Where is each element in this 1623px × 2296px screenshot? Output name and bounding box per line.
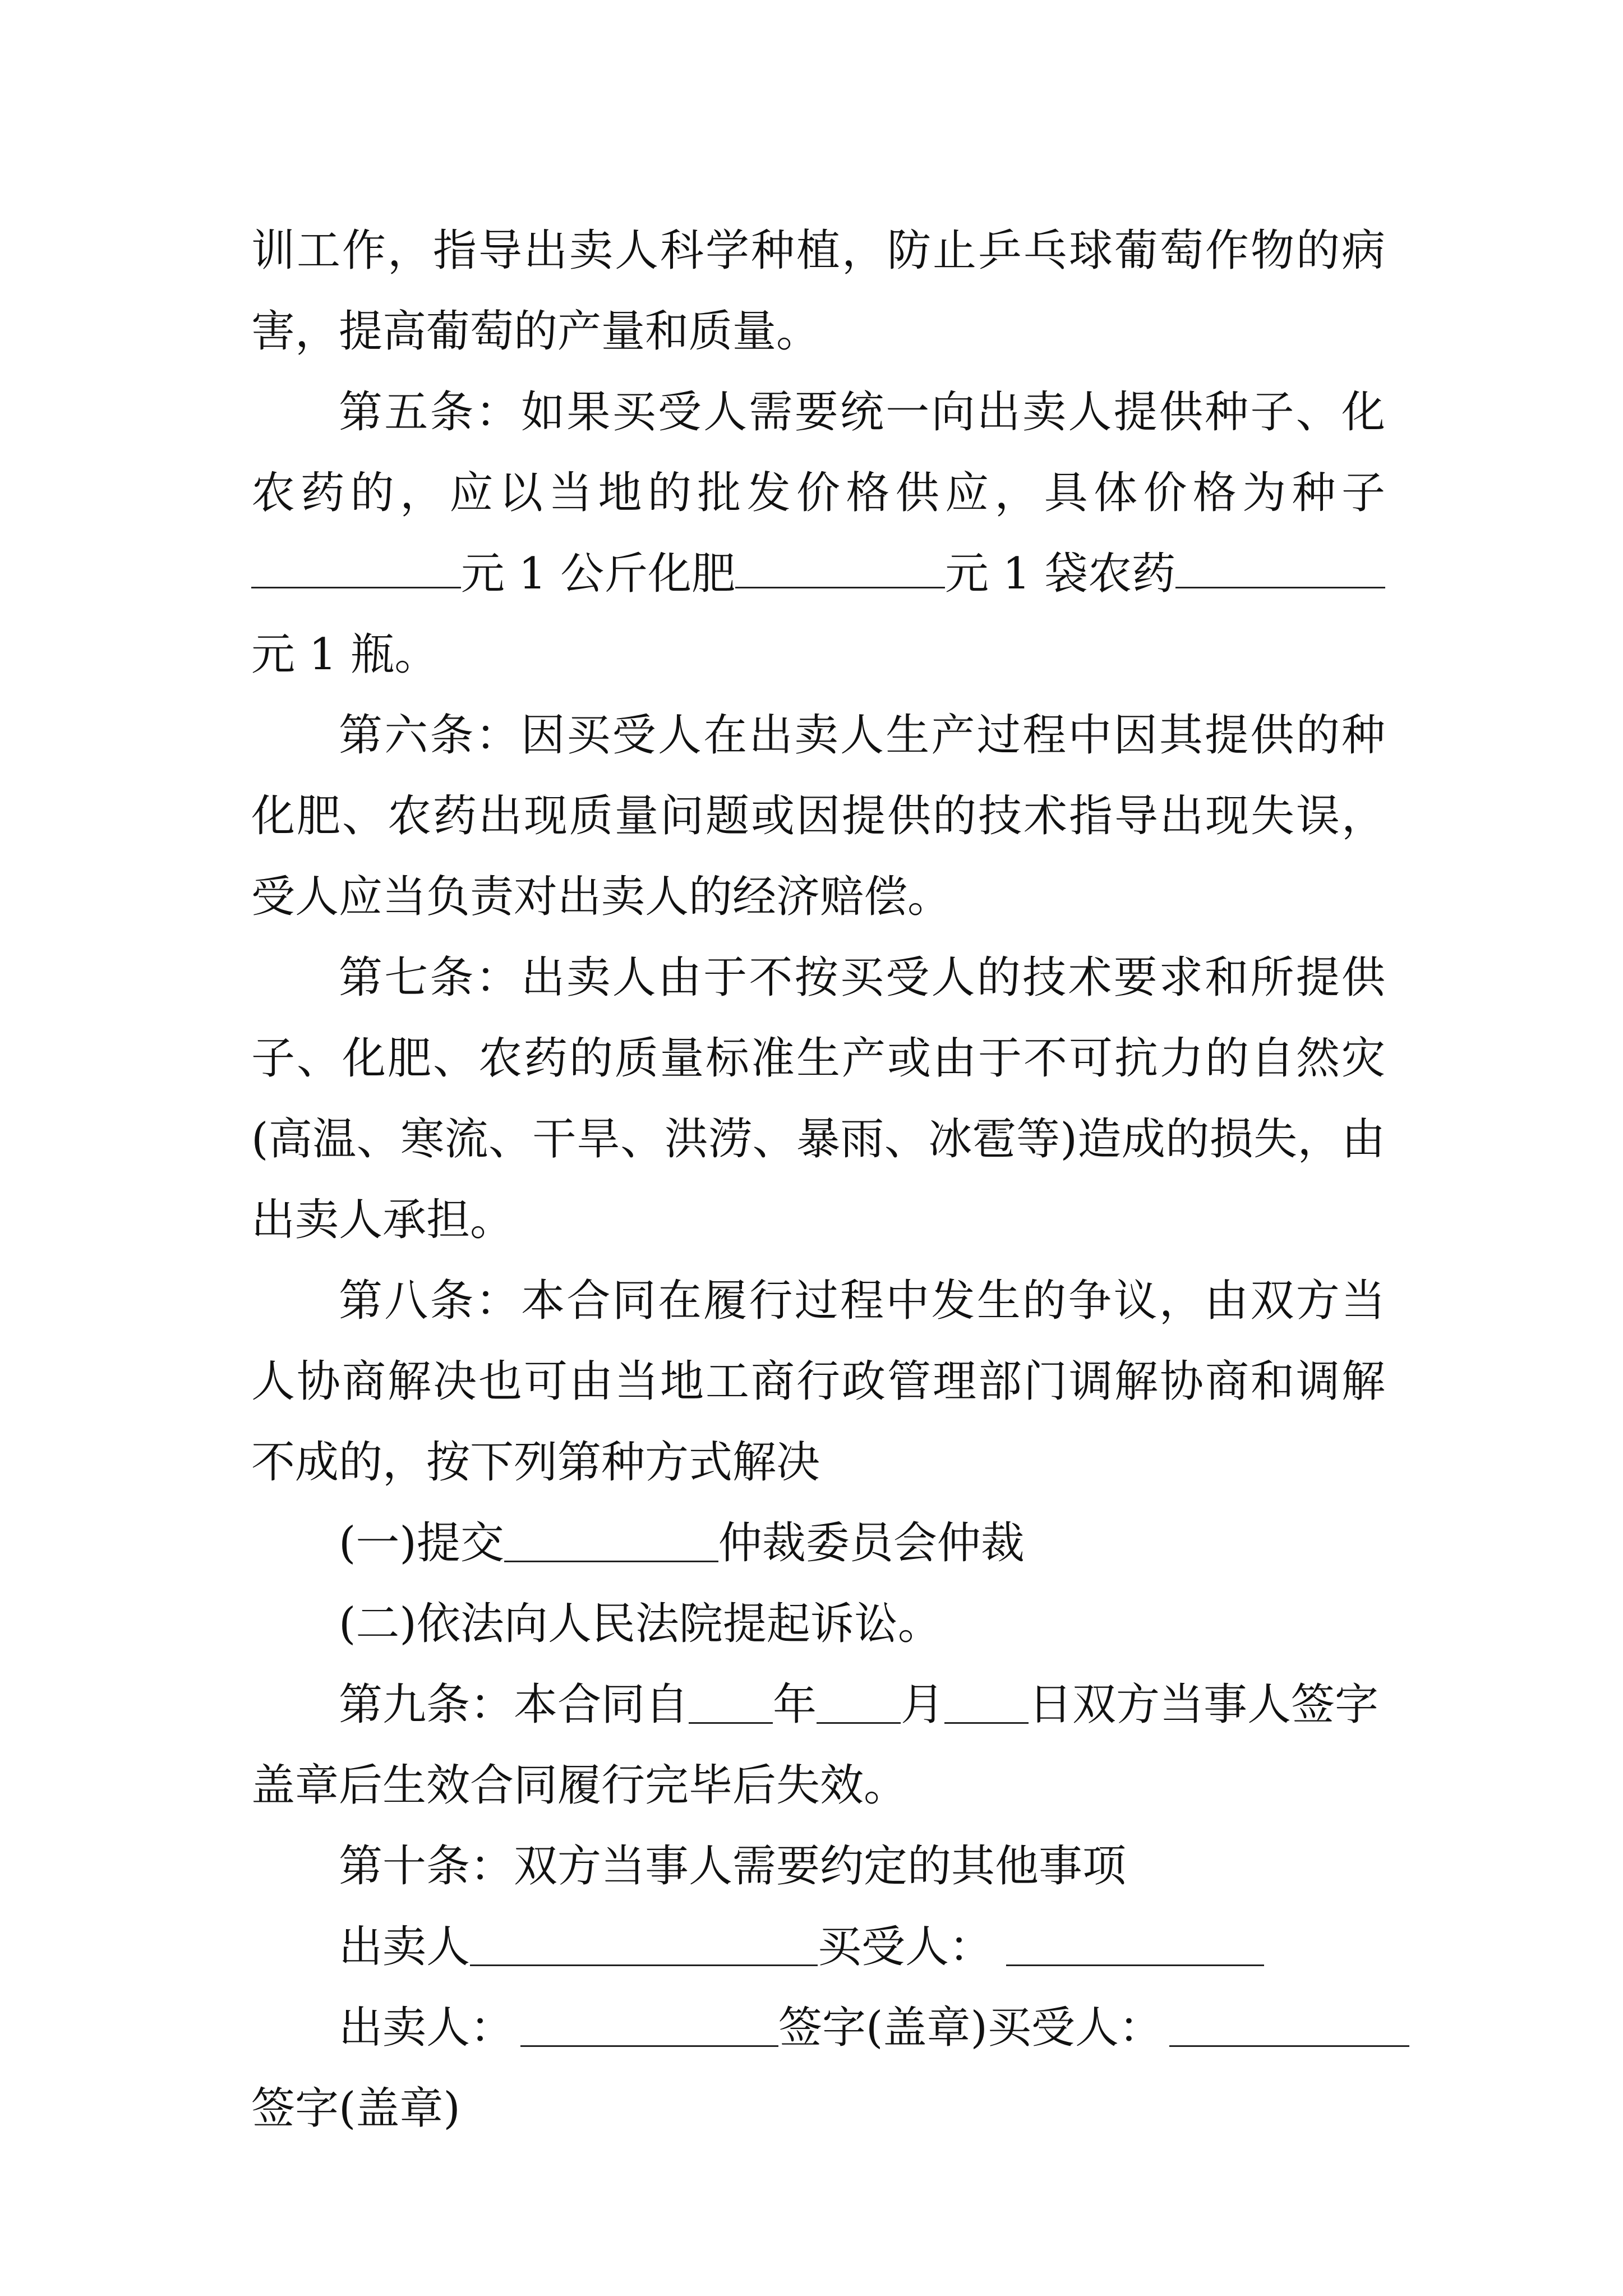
fertilizer-price-blank[interactable] bbox=[735, 547, 945, 588]
option-1-text: 仲裁委员会仲裁 bbox=[718, 1518, 1025, 1568]
option-1-label: (一)提交 bbox=[339, 1518, 504, 1568]
buyer-signature-blank[interactable] bbox=[1169, 2006, 1409, 2047]
clause-6-line: 第六条：因买受人在出卖人生产过程中因其提供的种 bbox=[339, 710, 1385, 761]
clause-5-price-line bbox=[251, 533, 1385, 614]
clause-9-text: 日双方当事人签字 bbox=[1029, 1680, 1379, 1730]
clause-7-line: 子、化肥、农药的质量标准生产或由于不可抗力的自然灾 bbox=[251, 1033, 1385, 1084]
clause-6-line: 受人应当负责对出卖人的经济赔偿。 bbox=[251, 872, 952, 922]
clause-9-text: 第九条：本合同自 bbox=[339, 1680, 689, 1730]
signature-text: 签字(盖章)买受人： bbox=[778, 2003, 1163, 2053]
year-blank[interactable] bbox=[689, 1683, 773, 1724]
arbitration-committee-blank[interactable] bbox=[504, 1521, 718, 1562]
clause-5-line: 第五条：如果买受人需要统一向出卖人提供种子、化 bbox=[339, 387, 1385, 438]
clause-9-line bbox=[251, 1664, 1385, 1745]
year-label: 年 bbox=[773, 1680, 817, 1730]
signature-line-3: 签字(盖章) bbox=[251, 2083, 460, 2134]
clause-5-line: 农药的，应以当地的批发价格供应，具体价格为种子 bbox=[251, 468, 1385, 518]
buyer-name-blank[interactable] bbox=[1006, 1925, 1264, 1966]
day-blank[interactable] bbox=[944, 1683, 1029, 1724]
clause-6-line: 化肥、农药出现质量问题或因提供的技术指导出现失误， bbox=[251, 791, 1385, 841]
buyer-label: 买受人： bbox=[818, 1922, 993, 1972]
clause-8-line: 不成的，按下列第种方式解决 bbox=[251, 1437, 820, 1488]
clause-4-line: 害，提高葡萄的产量和质量。 bbox=[251, 306, 820, 357]
clause-8-line: 人协商解决也可由当地工商行政管理部门调解协商和调解 bbox=[251, 1356, 1385, 1407]
signature-line-2 bbox=[251, 1987, 1385, 2068]
seller-signature-blank[interactable] bbox=[520, 2006, 778, 2047]
month-blank[interactable] bbox=[817, 1683, 901, 1724]
clause-7-line: 第七条：出卖人由于不按买受人的技术要求和所提供 bbox=[339, 953, 1385, 1003]
clause-7-line: 出卖人承担。 bbox=[251, 1195, 514, 1245]
clause-5-text: 元 1 公斤化肥 bbox=[460, 549, 736, 599]
clause-5-line: 元 1 瓶。 bbox=[251, 629, 439, 680]
clause-4-line: 训工作，指导出卖人科学种植，防止乒乓球葡萄作物的病 bbox=[251, 226, 1385, 276]
pesticide-price-blank[interactable] bbox=[1175, 547, 1385, 588]
seller-label: 出卖人 bbox=[339, 1922, 471, 1972]
month-label: 月 bbox=[901, 1680, 945, 1730]
clause-10-line: 第十条：双方当事人需要约定的其他事项 bbox=[339, 1841, 1127, 1892]
contract-body bbox=[251, 210, 1385, 2149]
clause-7-line: (高温、寒流、干旱、洪涝、暴雨、冰雹等)造成的损失，由 bbox=[251, 1114, 1385, 1165]
option-1-line bbox=[251, 1503, 1385, 1584]
clause-9-line: 盖章后生效合同履行完毕后失效。 bbox=[251, 1760, 908, 1811]
signature-line-1 bbox=[251, 1907, 1385, 1987]
seed-price-blank[interactable] bbox=[251, 547, 461, 588]
clause-5-text: 元 1 袋农药 bbox=[944, 549, 1176, 599]
clause-8-line: 第八条：本合同在履行过程中发生的争议，由双方当 bbox=[339, 1276, 1385, 1326]
seller-name-blank[interactable] bbox=[470, 1925, 818, 1966]
seller-label: 出卖人： bbox=[339, 2003, 514, 2053]
option-2-line: (二)依法向人民法院提起诉讼。 bbox=[339, 1599, 942, 1649]
